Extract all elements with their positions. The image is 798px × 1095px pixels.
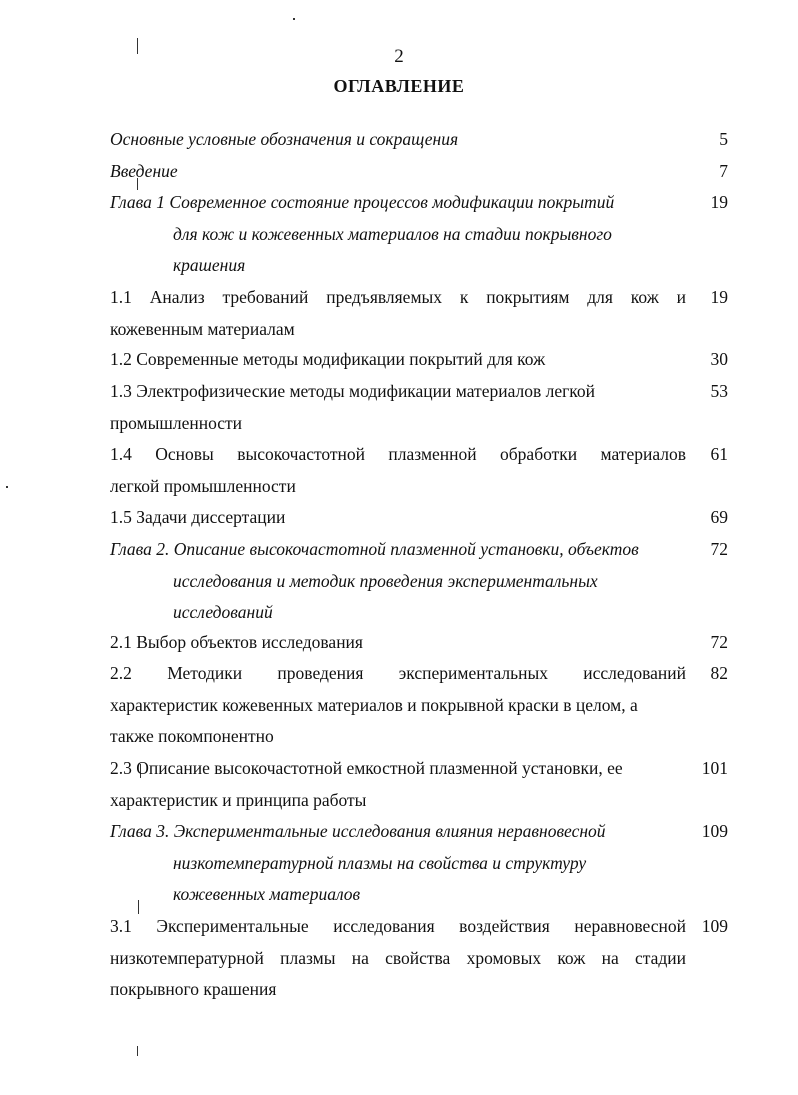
toc-entry-chapter <box>110 187 686 282</box>
toc-page-number: 109 <box>701 821 728 841</box>
page-number: 2 <box>394 46 404 67</box>
toc-entry <box>110 344 686 376</box>
toc-entry-line: 1.2 Современные методы модификации покрытий для кож <box>110 349 546 369</box>
toc-page-number: 53 <box>710 381 728 401</box>
toc-entry-line: 2.3 Описание высокочастотной емкостной плазменной установки, ее <box>110 758 623 778</box>
toc-entry-line: низкотемпературной плазмы на свойства и структуру <box>173 852 587 873</box>
toc-entry-line: 1.5 Задачи диссертации <box>110 507 286 527</box>
toc-title: ОГЛАВЛЕНИЕ <box>333 76 465 96</box>
toc-entry <box>110 376 686 439</box>
toc-page-number: 109 <box>701 916 728 936</box>
toc-entry-line: Основные условные обозначения и сокращения <box>110 129 459 149</box>
toc-entry <box>110 753 686 816</box>
scan-mark <box>137 1046 138 1056</box>
toc-entry <box>110 658 686 753</box>
toc-page-number: 72 <box>710 632 728 652</box>
toc-page-number: 69 <box>710 507 728 527</box>
toc-entry <box>110 627 686 659</box>
toc-page-number: 7 <box>719 161 728 181</box>
toc-entry-line: Глава 2. Описание высокочастотной плазменной установки, объектов <box>110 539 639 559</box>
toc-entry-line: кожевенным материалам <box>110 318 295 339</box>
toc-entry-line: 1.3 Электрофизические методы модификации материалов легкой <box>110 381 596 401</box>
toc-entry <box>110 156 686 188</box>
toc-entry-line: промышленности <box>110 412 243 433</box>
toc-entry-line: характеристик и принципа работы <box>110 789 367 810</box>
toc-entry-line: исследований <box>173 602 273 622</box>
toc-entry-line: низкотемпературной плазмы на свойства хромовых кож на стадии <box>110 947 686 968</box>
toc-entry <box>110 282 686 345</box>
toc-entry-line: 1.4 Основы высокочастотной плазменной обработки материалов <box>110 444 686 464</box>
toc-page-number: 72 <box>710 539 728 559</box>
toc-entry-line: Введение <box>110 161 178 181</box>
toc-entry-chapter <box>110 534 686 629</box>
toc-page-number: 30 <box>710 349 728 369</box>
toc-entry-line: 2.1 Выбор объектов исследования <box>110 632 363 652</box>
toc-entry-line: крашения <box>173 255 246 275</box>
toc-entry-line: 1.1 Анализ требований предъявляемых к покрытиям для кож и <box>110 287 686 307</box>
toc-entry-line: Глава 3. Экспериментальные исследования влияния неравновесной <box>110 821 606 841</box>
toc-entry-line: исследования и методик проведения экспериментальных <box>173 570 598 591</box>
toc-page-number: 61 <box>710 444 728 464</box>
toc-entry-line: 2.2 Методики проведения экспериментальных исследований <box>110 663 686 683</box>
toc-entry-chapter <box>110 816 686 911</box>
toc-entry <box>110 502 686 534</box>
toc-entry-line: покрывного крашения <box>110 979 277 999</box>
toc-page-number: 5 <box>719 129 728 149</box>
toc-page-number: 101 <box>701 758 728 778</box>
toc-page-number: 82 <box>710 663 728 683</box>
toc-entry-line: легкой промышленности <box>110 475 296 496</box>
toc-entry-line: характеристик кожевенных материалов и покрывной краски в целом, а <box>110 694 638 715</box>
scan-dot <box>293 18 295 20</box>
toc-entry <box>110 911 686 1006</box>
scan-mark <box>137 38 138 54</box>
toc-entry-line: для кож и кожевенных материалов на стадии покрывного <box>173 223 612 244</box>
toc-entry-line: Глава 1 Современное состояние процессов модификации покрытий <box>110 192 615 212</box>
toc-page-number: 19 <box>710 192 728 212</box>
toc-entry-line: также покомпонентно <box>110 726 274 746</box>
toc-page-number: 19 <box>710 287 728 307</box>
toc-entry-line: кожевенных материалов <box>173 884 361 904</box>
toc-entry <box>110 124 686 156</box>
toc-entry <box>110 439 686 502</box>
scan-dot <box>6 486 8 488</box>
toc-entry-line: 3.1 Экспериментальные исследования воздействия неравновесной <box>110 916 686 936</box>
